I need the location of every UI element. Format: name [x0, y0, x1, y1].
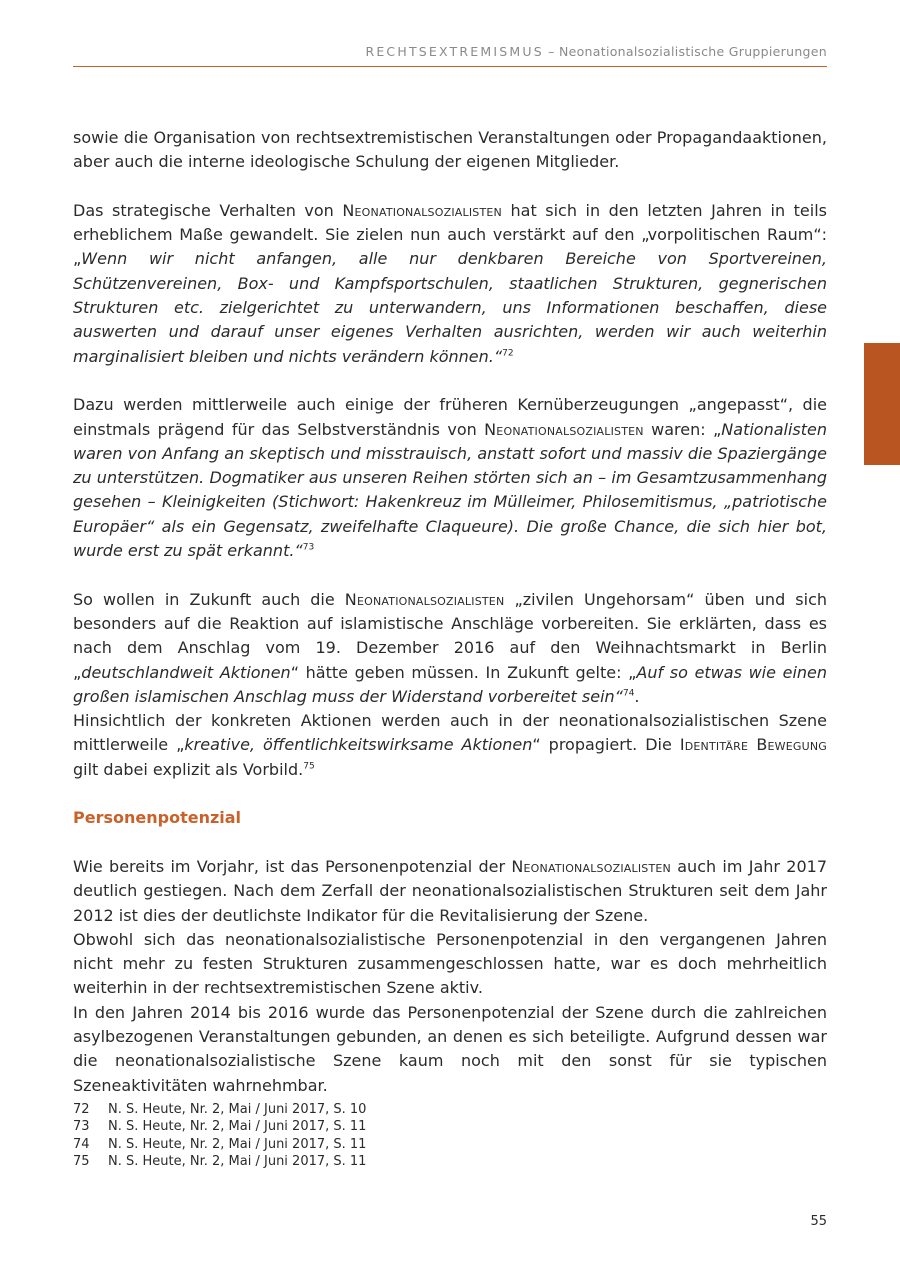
footnote-ref: 75: [303, 761, 315, 772]
main-text: [73, 126, 827, 1098]
quotation: kreative, öffentlichkeitswirksame Aktionen: [184, 735, 533, 755]
text-run: hat sich in den letzten Jahren in teils erheblichem Maße gewandelt. Sie zielen nun auch verstärkt auf den „vorpolitischen Raum“: „: [73, 200, 827, 269]
footnote-text: N. S. Heute, Nr. 2, Mai / Juni 2017, S. 10: [108, 1102, 367, 1117]
quote-mark: “: [614, 686, 623, 706]
footnote-number: 75: [73, 1154, 90, 1170]
footnote-number: 72: [73, 1102, 90, 1117]
quote-mark: “: [493, 346, 503, 366]
footnote-number: 73: [73, 1119, 90, 1135]
running-header: [73, 44, 827, 66]
group-name: Neonationalsozialisten: [344, 589, 505, 609]
footnote: [73, 1101, 673, 1118]
text-run: gilt dabei explizit als Vorbild.: [73, 759, 304, 779]
quotation: deutschlandweit Aktionen: [81, 662, 291, 682]
paragraph-4: [73, 588, 827, 709]
chapter-tab-marker: [864, 343, 900, 465]
text-run: Wie bereits im Vorjahr, ist das Personenpotenzial der: [73, 856, 512, 876]
section-heading: Personenpotenzial: [73, 808, 242, 828]
footnote-ref: 73: [302, 542, 315, 553]
group-name: Identitäre Bewegung: [679, 735, 828, 755]
footnote-text: N. S. Heute, Nr. 2, Mai / Juni 2017, S. 11: [108, 1136, 367, 1152]
text-run: “ propagiert. Die: [532, 735, 680, 755]
text-run: „zivilen Ungehorsam“ üben und sich besonders auf die Reaktion auf islamistische Anschläge vorbereiten. Sie erklärten, dass es nach dem Anschlag vom 19. Dezember 2016 auf den Weihnachtsmarkt in Berlin „: [73, 589, 828, 682]
paragraph-5: [73, 709, 827, 782]
header-rule: [73, 66, 827, 67]
quotation: Wenn wir nicht anfangen, alle nur denkbaren Bereiche von Sportvereinen, Schützenvereinen, Box- und Kampfsportschulen, staatlichen Strukturen, gegnerischen Strukturen etc. zielgerichtet zu unterwandern, uns Informationen beschaffen, diese auswerten und darauf unser eigenes Verhalten ausrichten, werden wir auch weiterhin marginalisiert bleiben und nichts verändern können.: [73, 249, 827, 366]
group-name: Neonationalsozialisten: [342, 200, 502, 220]
header-separator: –: [543, 44, 559, 59]
paragraph-6: [73, 855, 827, 928]
text-run: auch im Jahr 2017 deutlich gestiegen. Nach dem Zerfall der neonationalsozialistischen Strukturen seit dem Jahr 2012 ist dies der deutlichste Indikator für die Revitalisierung der Szene.: [73, 856, 827, 925]
paragraph-1: sowie die Organisation von rechtsextremistischen Veranstaltungen oder Propagandaaktionen, aber auch die interne ideologische Schulung der eigenen Mitglieder.: [73, 128, 827, 172]
quote-mark: “: [294, 541, 303, 561]
quotation: Nationalisten waren von Anfang an skeptisch und misstrauisch, anstatt sofort und massiv die Spaziergänge zu unterstützen. Dogmatiker aus unseren Reihen störten sich an – im Gesamtzusammenhang gesehen – Kleinigkeiten (Stichwort: Hakenkreuz im Mülleimer, Philosemitismus, „patriotische Europäer“ als ein Gegensatz, zweifelhafte Claqueure). Die große Chance, die sich hier bot, wurde erst zu spät erkannt.: [73, 419, 828, 561]
footnote-number: 74: [73, 1136, 90, 1152]
text-run: Hinsichtlich der konkreten Aktionen werden auch in der neonationalsozialistischen Szene mittlerweile „: [73, 711, 827, 755]
text-run: Dazu werden mittlerweile auch einige der früheren Kernüberzeugungen „angepasst“, die einstmals prägend für das Selbstverständnis von: [73, 395, 827, 439]
header-subtitle: Neonationalsozialistische Gruppierungen: [558, 44, 827, 59]
paragraph-8: In den Jahren 2014 bis 2016 wurde das Personenpotenzial der Szene durch die zahlreichen asylbezogenen Veranstaltungen gebunden, an denen es sich beteiligte. Aufgrund dessen war die neonationalsozialistische Szene kaum noch mit den sonst für sie typischen Szeneaktivitäten wahrnehmbar.: [73, 1002, 827, 1095]
footnote-text: N. S. Heute, Nr. 2, Mai / Juni 2017, S. 11: [108, 1119, 367, 1135]
group-name: Neonationalsozialisten: [511, 856, 671, 876]
footnote: [73, 1118, 673, 1135]
footnote-ref: 74: [622, 688, 635, 699]
paragraph-7: Obwohl sich das neonationalsozialistische Personenpotenzial in den vergangenen Jahren nicht mehr zu festen Strukturen zusammengeschlossen hatte, war es doch mehrheitlich weiterhin in der rechtsextremistischen Szene aktiv.: [73, 929, 827, 998]
quotation: Auf so etwas wie einen großen islamischen Anschlag muss der Widerstand vorbereitet sein: [73, 662, 828, 706]
footnotes: [73, 1101, 673, 1171]
text-run: waren: „: [643, 419, 722, 439]
paragraph-3: [73, 393, 827, 563]
text-run: Das strategische Verhalten von: [73, 200, 343, 220]
footnote: [73, 1153, 673, 1170]
text-run: So wollen in Zukunft auch die: [73, 589, 345, 609]
text-run: “ hätte geben müssen. In Zukunft gelte: „: [290, 662, 637, 682]
paragraph-2: [73, 199, 827, 369]
page-number: 55: [810, 1214, 827, 1229]
group-name: Neonationalsozialisten: [484, 419, 644, 439]
footnote-ref: 72: [502, 348, 514, 359]
footnote-text: N. S. Heute, Nr. 2, Mai / Juni 2017, S. 11: [108, 1154, 367, 1170]
footnote: [73, 1136, 673, 1153]
text-run: .: [634, 686, 640, 706]
header-section-title: RECHTSEXTREMISMUS: [365, 44, 544, 59]
